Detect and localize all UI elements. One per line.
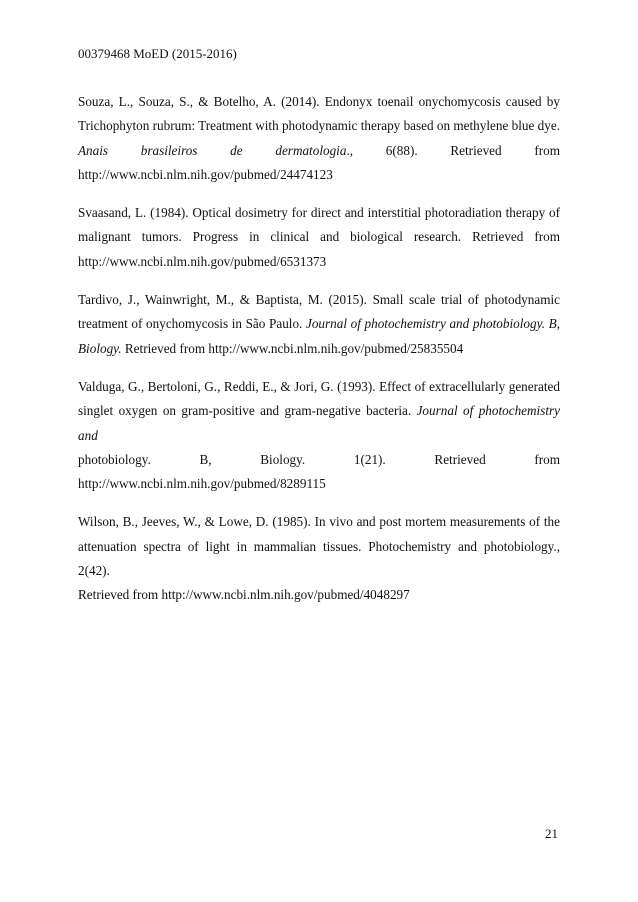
reference-text: ., 6(88). Retrieved from	[346, 142, 561, 158]
reference-entry	[78, 375, 560, 496]
reference-line	[78, 90, 560, 114]
reference-text: malignant tumors. Progress in clinical and biological research. Retrieved from	[78, 229, 560, 245]
reference-text: Svaasand, L. (1984). Optical dosimetry for direct and interstitial photoradiation therapy of	[78, 205, 560, 221]
reference-text: http://www.ncbi.nlm.nih.gov/pubmed/6531373	[78, 253, 327, 269]
reference-text: singlet oxygen on gram-positive and gram-negative bacteria.	[78, 403, 417, 419]
page-number: 21	[545, 826, 558, 841]
reference-italic-text: Journal of photochemistry and photobiology. B,	[305, 316, 561, 332]
reference-line	[78, 337, 560, 361]
reference-line	[78, 114, 560, 138]
reference-line	[78, 472, 560, 496]
reference-text: Trichophyton rubrum: Treatment with photodynamic therapy based on methylene blue dye.	[78, 118, 560, 134]
reference-line	[78, 250, 560, 274]
reference-line	[78, 399, 560, 448]
reference-entry	[78, 510, 560, 607]
reference-text: http://www.ncbi.nlm.nih.gov/pubmed/8289115	[78, 476, 326, 492]
reference-line	[78, 448, 560, 472]
reference-text: http://www.ncbi.nlm.nih.gov/pubmed/24474123	[78, 166, 333, 182]
reference-text: Wilson, B., Jeeves, W., & Lowe, D. (1985). In vivo and post mortem measurements of the	[78, 514, 560, 530]
reference-line	[78, 375, 560, 399]
reference-italic-text: Journal of photochemistry and	[78, 403, 561, 443]
reference-italic-text: Anais brasileiros de dermatologia	[78, 142, 347, 158]
reference-text: treatment of onychomycosis in São Paulo.	[78, 316, 306, 332]
reference-line	[78, 288, 560, 312]
reference-line	[78, 225, 560, 249]
reference-text: Souza, L., Souza, S., & Botelho, A. (2014). Endonyx toenail onychomycosis caused by	[78, 94, 560, 109]
reference-text: Tardivo, J., Wainwright, M., & Baptista, M. (2015). Small scale trial of photodynamic	[78, 292, 560, 308]
reference-text: photobiology. B, Biology. 1(21). Retrieved from	[78, 451, 560, 467]
reference-line	[78, 201, 560, 225]
reference-line	[78, 583, 560, 607]
reference-entry	[78, 201, 560, 274]
reference-line	[78, 312, 560, 336]
reference-text: attenuation spectra of light in mammalian tissues. Photochemistry and photobiology., 2(42).	[78, 538, 560, 579]
reference-line	[78, 510, 560, 534]
reference-text: Retrieved from http://www.ncbi.nlm.nih.gov/pubmed/4048297	[78, 587, 410, 603]
reference-text: Retrieved from http://www.ncbi.nlm.nih.gov/pubmed/25835504	[121, 340, 464, 356]
reference-text: Valduga, G., Bertoloni, G., Reddi, E., & Jori, G. (1993). Effect of extracellularly generated	[78, 378, 560, 394]
reference-entry	[78, 288, 560, 361]
reference-line	[78, 535, 560, 584]
reference-italic-text: Biology.	[78, 340, 122, 356]
reference-line	[78, 163, 560, 187]
reference-list	[78, 90, 560, 622]
reference-entry	[78, 90, 560, 187]
page-header: 00379468 MoED (2015-2016)	[78, 46, 237, 61]
reference-line	[78, 139, 560, 163]
